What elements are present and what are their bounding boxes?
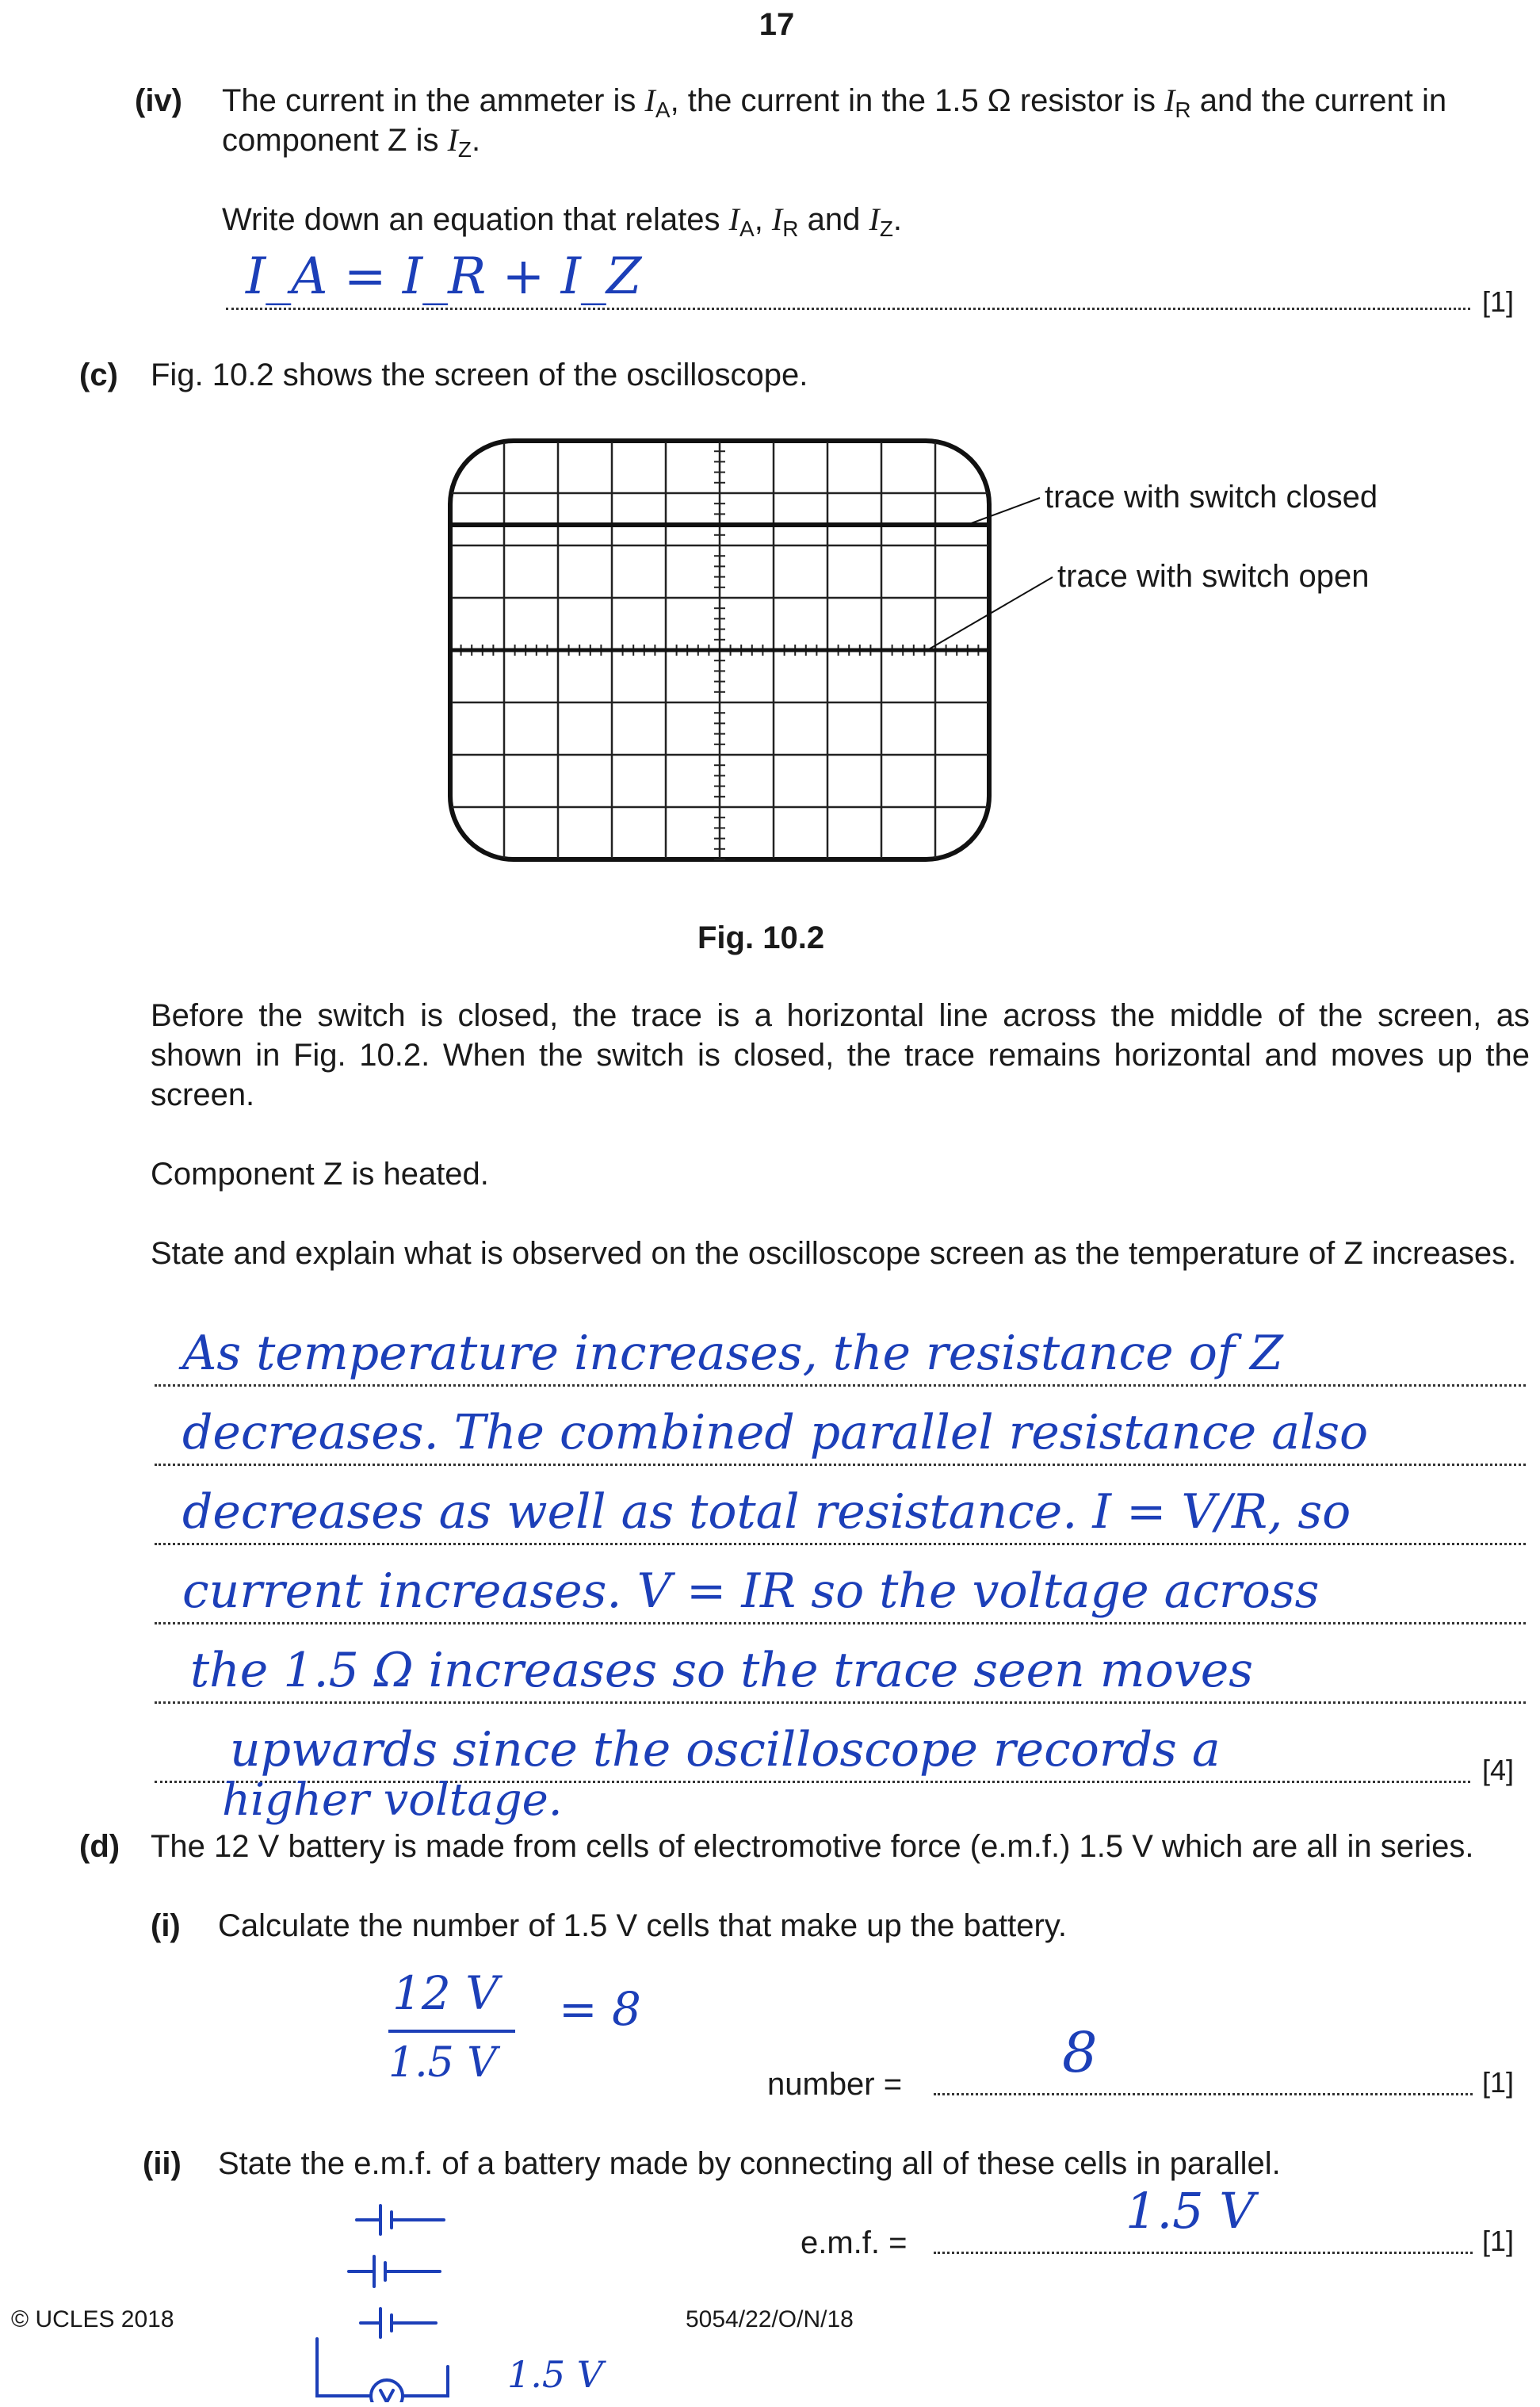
text-span: , <box>754 202 772 237</box>
handwritten-work-denominator: 1.5 V <box>388 2039 497 2087</box>
text-span: Write down an equation that relates <box>222 202 720 237</box>
text-span: component Z is <box>222 123 439 158</box>
subscript: A <box>655 98 671 122</box>
text-span: . <box>472 123 481 158</box>
question-iv-text-line2 <box>222 121 480 160</box>
question-iv-prompt <box>222 200 902 239</box>
footer-copyright: © UCLES 2018 <box>11 2306 174 2332</box>
answer-line <box>934 2252 1473 2254</box>
handwritten-answer-iv: I_A = I_R + I_Z <box>246 247 642 306</box>
symbol-IZ: I <box>869 201 880 237</box>
text-span: The current in the ammeter is <box>222 83 636 118</box>
subscript: R <box>1175 98 1191 122</box>
label-trace-open: trace with switch open <box>1057 559 1370 594</box>
question-d-intro: The 12 V battery is made from cells of electromotive force (e.m.f.) 1.5 V which are all in series. <box>151 1829 1474 1864</box>
subscript: Z <box>457 137 472 162</box>
question-d-ii-text: State the e.m.f. of a battery made by connecting all of these cells in parallel. <box>218 2146 1281 2181</box>
symbol-IZ: I <box>447 122 458 158</box>
handwritten-work-numerator: 12 V <box>392 1966 499 2020</box>
mark-iv: [1] <box>1482 285 1515 318</box>
symbol-IA: I <box>728 201 739 237</box>
answer-line <box>155 1384 1526 1387</box>
handwritten-sketch-label: 1.5 V <box>507 2353 603 2396</box>
handwritten-answer-line-1: As temperature increases, the resistance of Z <box>182 1326 1283 1381</box>
mark-c: [4] <box>1482 1754 1515 1786</box>
text-span: and the current in <box>1199 83 1447 118</box>
handwritten-work-result: = 8 <box>559 1982 641 2036</box>
subscript: R <box>782 216 799 241</box>
figure-caption: Fig. 10.2 <box>697 920 825 955</box>
handwritten-answer-line-6: upwards since the oscilloscope records a <box>230 1722 1221 1778</box>
question-c-para1: Before the switch is closed, the trace is a horizontal line across the middle of the screen, as shown in Fig. 10.2. When the switch is closed, the trace remains horizontal and moves up the screen. <box>151 998 1530 1112</box>
subscript: A <box>739 216 755 241</box>
handwritten-answer-emf: 1.5 V <box>1125 2182 1255 2240</box>
question-c-para2: Component Z is heated. <box>151 1157 489 1192</box>
question-c-para3: State and explain what is observed on the oscilloscope screen as the temperature of Z increases. <box>151 1236 1517 1271</box>
answer-line <box>155 1543 1526 1545</box>
text-span: . <box>892 202 903 237</box>
question-label-d-ii: (ii) <box>143 2146 182 2181</box>
mark-d-i: [1] <box>1482 2066 1515 2099</box>
text-span: , the current in the 1.5 Ω resistor is <box>670 83 1156 118</box>
question-iv-text-line1 <box>222 81 1538 121</box>
question-label-d: (d) <box>79 1829 120 1864</box>
question-label-c: (c) <box>79 358 118 392</box>
symbol-IA: I <box>644 82 655 118</box>
label-leader-closed <box>967 498 1040 525</box>
number-answer-label: number = <box>767 2067 903 2102</box>
answer-line <box>155 1622 1526 1624</box>
question-d-i-text: Calculate the number of 1.5 V cells that make up the battery. <box>218 1908 1067 1943</box>
handwritten-fraction-bar <box>388 2030 515 2033</box>
subscript: Z <box>879 216 893 241</box>
symbol-IR: I <box>1164 82 1175 118</box>
footer-code: 5054/22/O/N/18 <box>686 2306 854 2332</box>
handwritten-answer-line-3: decreases as well as total resistance. I = V/R, so <box>182 1484 1351 1540</box>
handwritten-answer-number: 8 <box>1062 2020 1098 2085</box>
text-span: and <box>807 202 861 237</box>
answer-line <box>155 1701 1526 1704</box>
handwritten-answer-line-7: higher voltage. <box>222 1774 563 1826</box>
emf-answer-label: e.m.f. = <box>801 2225 908 2260</box>
question-label-iv: (iv) <box>135 83 182 118</box>
label-trace-closed: trace with switch closed <box>1045 480 1378 515</box>
mark-d-ii: [1] <box>1482 2225 1515 2257</box>
page-number: 17 <box>759 7 795 42</box>
handwritten-answer-line-5: the 1.5 Ω increases so the trace seen moves <box>190 1643 1254 1698</box>
answer-line <box>226 308 1470 310</box>
answer-line <box>155 1464 1526 1466</box>
handwritten-answer-line-2: decreases. The combined parallel resistance also <box>182 1405 1369 1460</box>
question-label-d-i: (i) <box>151 1908 181 1943</box>
symbol-IR: I <box>771 201 783 237</box>
handwritten-parallel-cells-sketch <box>301 2188 507 2402</box>
question-c-intro: Fig. 10.2 shows the screen of the oscilloscope. <box>151 358 808 392</box>
answer-line <box>934 2093 1473 2095</box>
handwritten-answer-line-4: current increases. V = IR so the voltage across <box>182 1563 1320 1619</box>
